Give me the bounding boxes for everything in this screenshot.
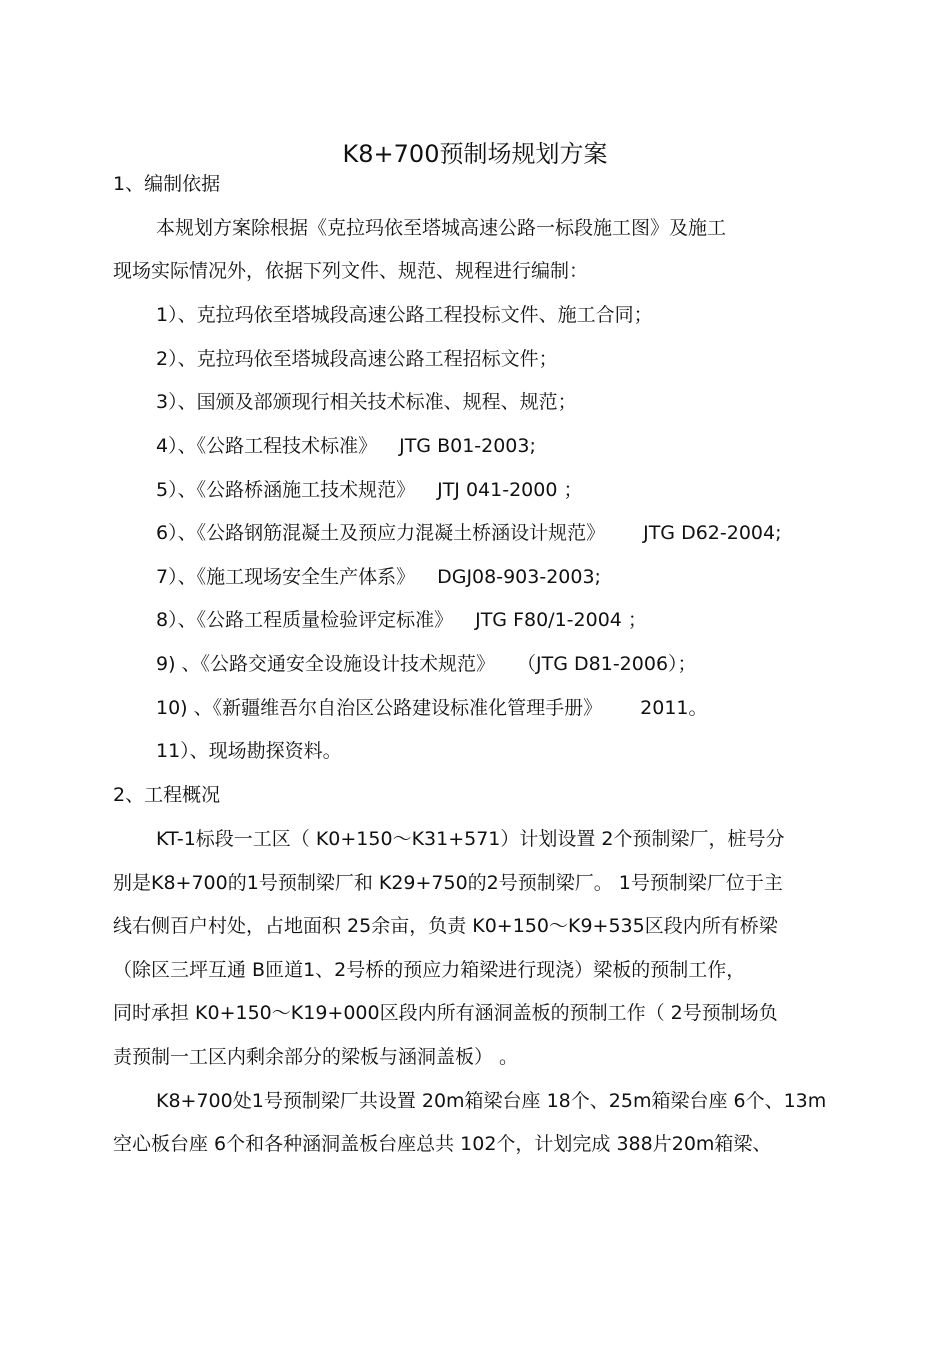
reference-item-10 — [156, 694, 708, 722]
reference-item-text: 3）、国颁及部颁现行相关技术标准、规程、规范； — [156, 391, 577, 413]
reference-item-text: 1）、克拉玛依至塔城段高速公路工程投标文件、施工合同； — [156, 304, 653, 326]
reference-item-text: 2）、克拉玛依至塔城段高速公路工程招标文件； — [156, 348, 558, 370]
reference-item-text: 11）、现场勘探资料。 — [156, 740, 342, 762]
document-title: K8+700预制场规划方案 — [342, 140, 608, 168]
reference-item-3 — [156, 388, 577, 416]
reference-item-code: （JTG D81-2006）； — [517, 653, 697, 675]
reference-item-5 — [156, 476, 582, 504]
reference-item-code: 2011。 — [640, 697, 708, 719]
reference-item-code: JTJ 041-2000 ； — [437, 479, 583, 501]
reference-item-text: 4）、《公路工程技术标准》 — [156, 435, 378, 457]
overview-line-5: 同时承担 K0+150～K19+000区段内所有涵洞盖板的预制工作（ 2号预制场负 — [113, 1002, 778, 1024]
reference-item-text: 5）、《公路桥涵施工技术规范》 — [156, 479, 416, 501]
reference-item-11 — [156, 737, 342, 765]
reference-item-1 — [156, 301, 653, 329]
reference-item-code: DGJ08-903-2003; — [437, 566, 601, 588]
reference-item-7 — [156, 563, 601, 591]
reference-item-2 — [156, 345, 558, 373]
overview-line-4: （除区三坪互通 B匝道1、2号桥的预应力箱梁进行现浇）梁板的预制工作， — [113, 959, 746, 981]
intro-line-2: 现场实际情况外，依据下列文件、规范、规程进行编制： — [113, 260, 589, 282]
reference-item-6 — [156, 519, 781, 547]
overview2-line-1: K8+700处1号预制梁厂共设置 20m箱梁台座 18个、25m箱梁台座 6个、13m — [156, 1090, 827, 1112]
overview2-line-2: 空心板台座 6个和各种涵洞盖板台座总共 102个，计划完成 388片20m箱梁、 — [113, 1133, 772, 1155]
reference-item-text: 6）、《公路钢筋混凝土及预应力混凝土桥涵设计规范》 — [156, 522, 606, 544]
overview-line-1: KT-1标段一工区（ K0+150～K31+571）计划设置 2个预制梁厂，桩号分 — [156, 828, 785, 850]
reference-item-code: JTG B01-2003; — [399, 435, 536, 457]
reference-item-8 — [156, 606, 647, 634]
section-2-heading: 2、工程概况 — [113, 784, 221, 806]
section-1-heading: 1、编制依据 — [113, 173, 221, 195]
reference-item-text: 8）、《公路工程质量检验评定标准》 — [156, 609, 454, 631]
overview-line-6: 责预制一工区内剩余部分的梁板与涵洞盖板） 。 — [113, 1046, 519, 1068]
reference-item-code: JTG D62-2004; — [643, 522, 782, 544]
reference-item-code: JTG F80/1-2004 ； — [475, 609, 647, 631]
overview-line-2: 别是K8+700的1号预制梁厂和 K29+750的2号预制梁厂。 1号预制梁厂位于主 — [113, 872, 783, 894]
reference-item-9 — [156, 650, 697, 678]
reference-item-text: 9) 、《公路交通安全设施设计技术规范》 — [156, 653, 496, 675]
reference-item-text: 7）、《施工现场安全生产体系》 — [156, 566, 416, 588]
reference-item-text: 10) 、《新疆维吾尔自治区公路建设标准化管理手册》 — [156, 697, 603, 719]
intro-line-1: 本规划方案除根据《克拉玛依至塔城高速公路一标段施工图》及施工 — [156, 217, 727, 239]
reference-item-4 — [156, 432, 536, 460]
overview-line-3: 线右侧百户村处，占地面积 25余亩，负责 K0+150～K9+535区段内所有桥梁 — [113, 915, 778, 937]
